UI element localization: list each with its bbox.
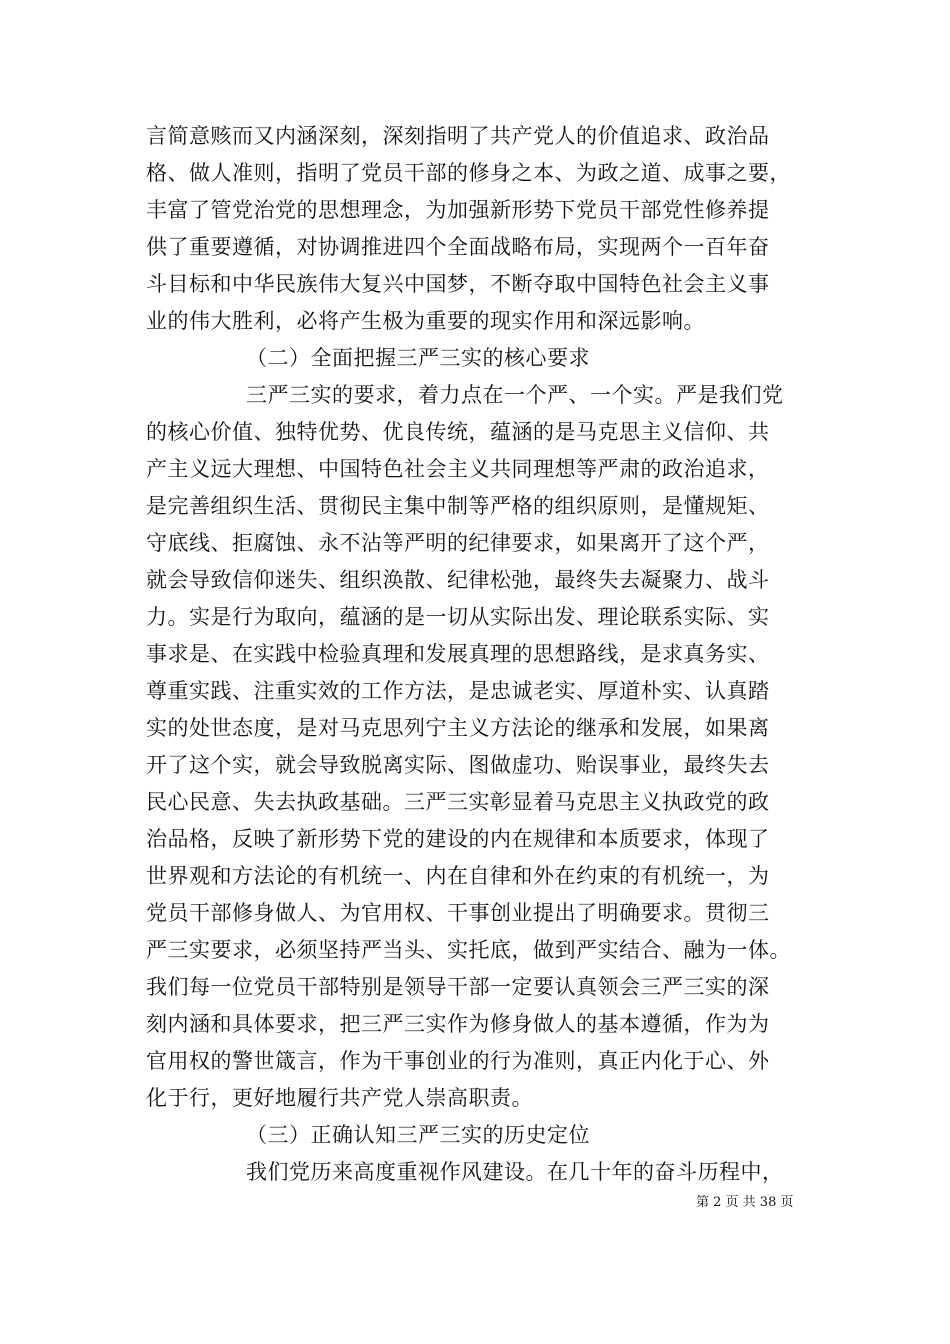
- paragraph-line: 我们每一位党员干部特别是领导干部一定要认真领会三严三实的深: [146, 975, 770, 999]
- paragraph-line: 就会导致信仰迷失、组织涣散、纪律松弛，最终失去凝聚力、战斗: [146, 568, 770, 592]
- paragraph-line: 供了重要遵循，对协调推进四个全面战略布局，实现两个一百年奋: [146, 235, 770, 259]
- paragraph-line: 治品格，反映了新形势下党的建设的内在规律和本质要求，体现了: [146, 827, 770, 851]
- paragraph-line: 化于行，更好地履行共产党人崇高职责。: [146, 1086, 533, 1110]
- paragraph-line: 守底线、拒腐蚀、永不沾等严明的纪律要求，如果离开了这个严，: [146, 531, 770, 555]
- paragraph-line: 我们党历来高度重视作风建设。在几十年的奋斗历程中，: [246, 1160, 784, 1184]
- paragraph-line: 是完善组织生活、贯彻民主集中制等严格的组织原则，是懂规矩、: [146, 494, 770, 518]
- paragraph-line: 民心民意、失去执政基础。三严三实彰显着马克思主义执政党的政: [146, 790, 770, 814]
- paragraph-line: 斗目标和中华民族伟大复兴中国梦，不断夺取中国特色社会主义事: [146, 272, 770, 296]
- paragraph-line: 的核心价值、独特优势、优良传统，蕴涵的是马克思主义信仰、共: [146, 420, 770, 444]
- paragraph-line: 实的处世态度，是对马克思列宁主义方法论的继承和发展，如果离: [146, 716, 770, 740]
- paragraph-line: 刻内涵和具体要求，把三严三实作为修身做人的基本遵循，作为为: [146, 1012, 770, 1036]
- paragraph-line: 党员干部修身做人、为官用权、干事创业提出了明确要求。贯彻三: [146, 901, 770, 925]
- paragraph-line: 力。实是行为取向，蕴涵的是一切从实际出发、理论联系实际、实: [146, 605, 770, 629]
- paragraph-line: 产主义远大理想、中国特色社会主义共同理想等严肃的政治追求，: [146, 457, 770, 481]
- page-number-footer: 第 2 页 共 38 页: [696, 1195, 794, 1210]
- paragraph-line: 世界观和方法论的有机统一、内在自律和外在约束的有机统一，为: [146, 864, 770, 888]
- paragraph-line: 言简意赅而又内涵深刻，深刻指明了共产党人的价值追求、政治品: [146, 124, 770, 148]
- paragraph-line: 格、做人准则，指明了党员干部的修身之本、为政之道、成事之要，: [146, 161, 791, 185]
- section-heading: （二）全面把握三严三实的核心要求: [246, 346, 590, 370]
- paragraph-line: 丰富了管党治党的思想理念，为加强新形势下党员干部党性修养提: [146, 198, 770, 222]
- section-heading: （三）正确认知三严三实的历史定位: [246, 1123, 590, 1147]
- paragraph-line: 三严三实的要求，着力点在一个严、一个实。严是我们党: [246, 383, 784, 407]
- paragraph-line: 业的伟大胜利，必将产生极为重要的现实作用和深远影响。: [146, 309, 705, 333]
- paragraph-line: 严三实要求，必须坚持严当头、实托底，做到严实结合、融为一体。: [146, 938, 791, 962]
- paragraph-line: 开了这个实，就会导致脱离实际、图做虚功、贻误事业，最终失去: [146, 753, 770, 777]
- paragraph-line: 尊重实践、注重实效的工作方法，是忠诚老实、厚道朴实、认真踏: [146, 679, 770, 703]
- paragraph-line: 官用权的警世箴言，作为干事创业的行为准则，真正内化于心、外: [146, 1049, 770, 1073]
- paragraph-line: 事求是、在实践中检验真理和发展真理的思想路线，是求真务实、: [146, 642, 770, 666]
